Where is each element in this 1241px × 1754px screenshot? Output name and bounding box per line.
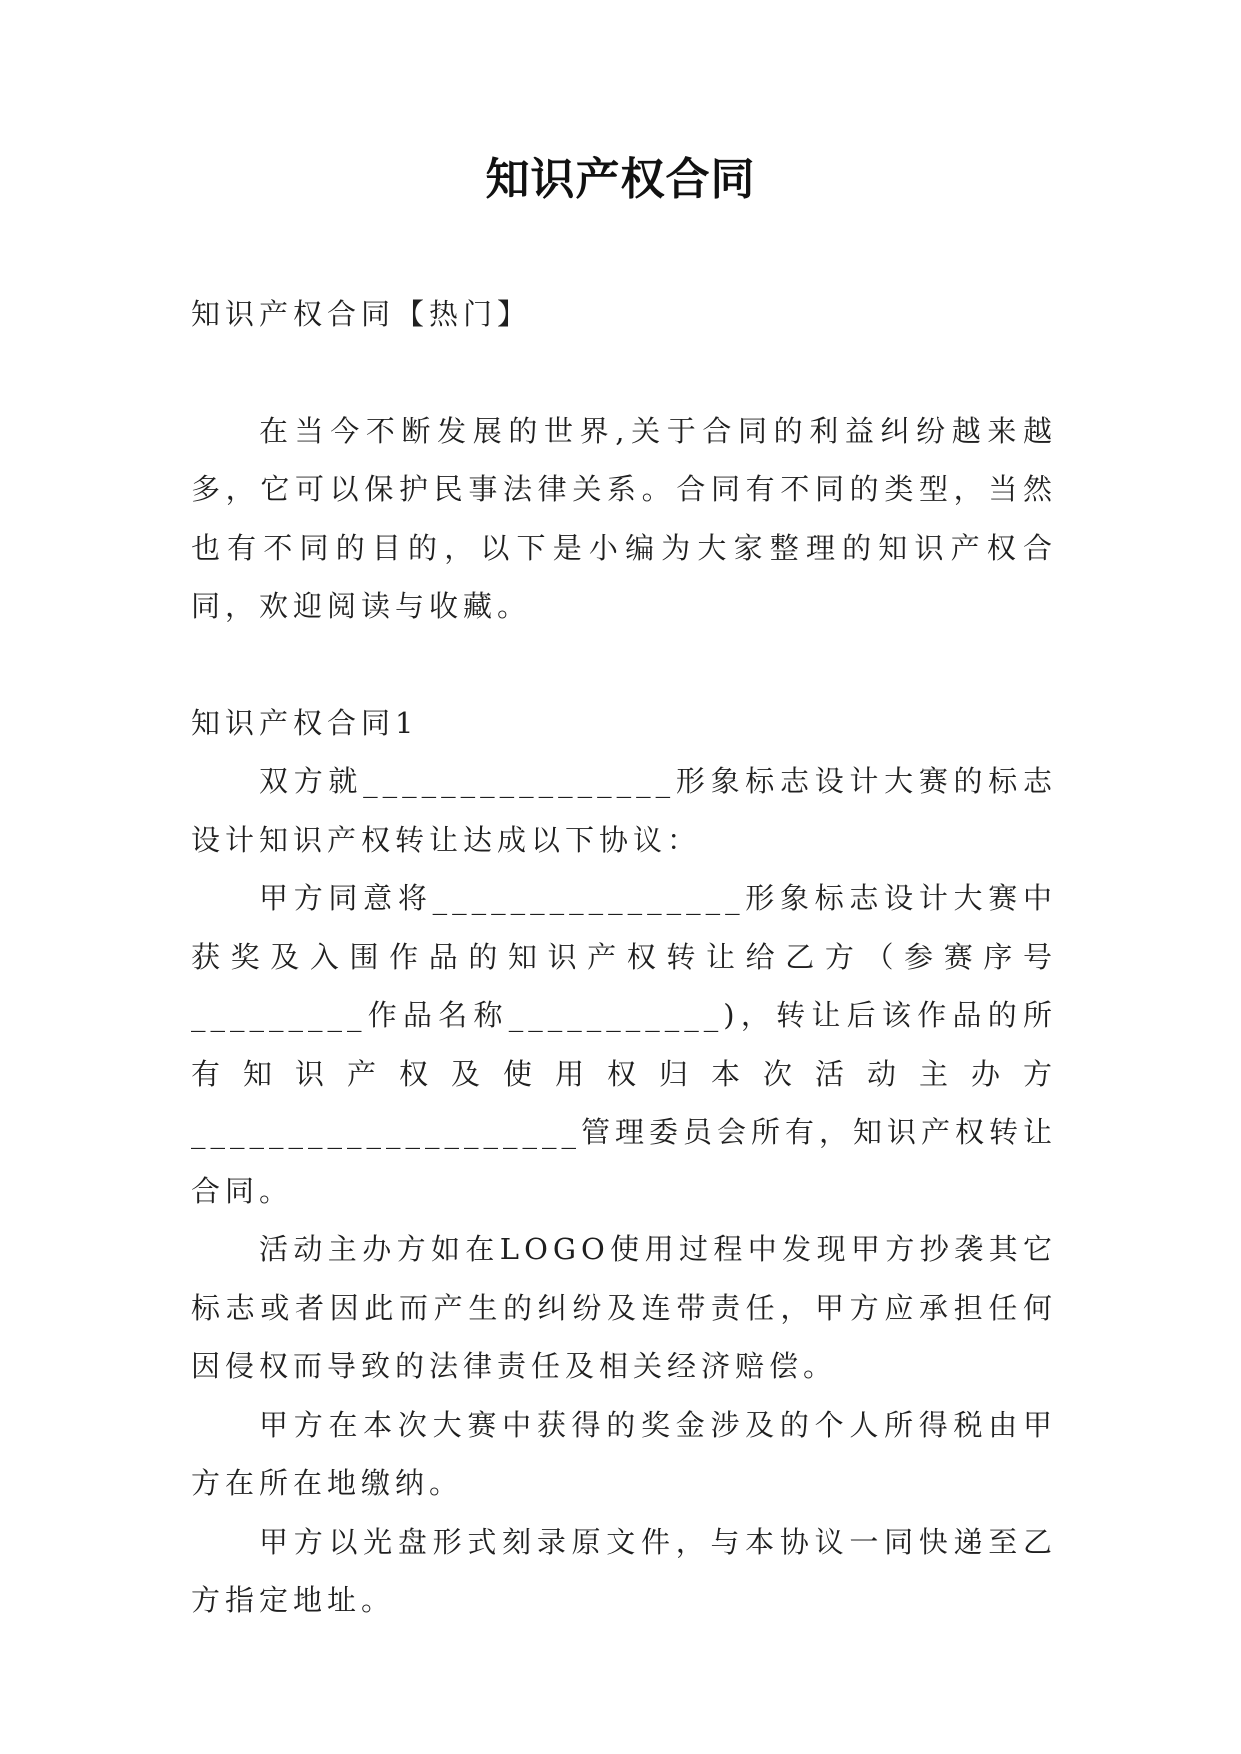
body-paragraph-5: 甲方以光盘形式刻录原文件，与本协议一同快递至乙方指定地址。 bbox=[191, 1524, 1057, 1617]
document-subtitle: 知识产权合同【热门】 bbox=[191, 297, 532, 331]
intro-paragraph: 在当今不断发展的世界,关于合同的利益纠纷越来越多，它可以保护民事法律关系。合同有不同的类型，当然也有不同的目的，以下是小编为大家整理的知识产权合同，欢迎阅读与收藏。 bbox=[191, 413, 1057, 623]
body-paragraph-3: 活动主办方如在LOGO使用过程中发现甲方抄袭其它标志或者因此而产生的纠纷及连带责任，甲方应承担任何因侵权而导致的法律责任及相关经济赔偿。 bbox=[191, 1232, 1057, 1383]
section-heading: 知识产权合同1 bbox=[191, 705, 419, 740]
body-paragraph-2: 甲方同意将________________形象标志设计大赛中获奖及入围作品的知识产权转让给乙方（参赛序号_________作品名称___________)，转让后该作品的所有知识产权及使用权归本次活动主办方____________________管理委员会所有，知识产权转让合同。 bbox=[191, 881, 1058, 1208]
spacer bbox=[191, 636, 1057, 694]
document-title: 知识产权合同 bbox=[485, 154, 756, 205]
body-paragraph-1: 双方就________________形象标志设计大赛的标志设计知识产权转让达成以下协议： bbox=[191, 764, 1057, 857]
body-paragraph-4: 甲方在本次大赛中获得的奖金涉及的个人所得税由甲方在所在地缴纳。 bbox=[191, 1407, 1057, 1500]
document-body bbox=[191, 285, 1057, 1630]
spacer bbox=[191, 344, 1057, 402]
